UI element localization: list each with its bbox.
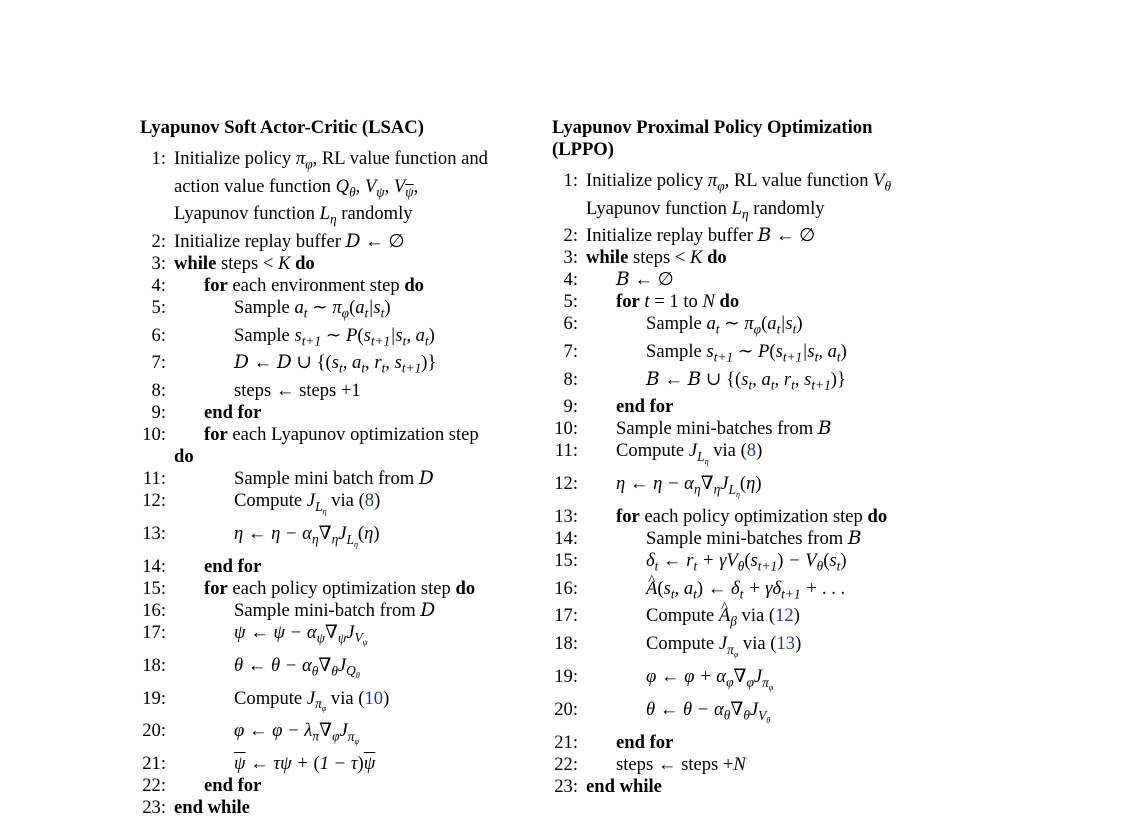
line-number: 4: — [151, 275, 166, 297]
algo-line: 15: $\delta_t$ ← $r_t + \gamma V_\theta(s_{t+1}) - V_\theta(s_t)$ — [552, 550, 932, 578]
lppo-algorithm — [552, 117, 932, 798]
line-text: Initialize policy — [174, 148, 292, 169]
line-number: 10: — [554, 418, 578, 440]
algo-line: 19: Compute $J_{\pi_\varphi}$ via (10) — [140, 688, 535, 721]
line-text: via — [742, 633, 766, 655]
algo-line: 6: Sample $s_{t+1}$ ∼ $P(s_{t+1}|s_t$, $a_t$) — [140, 325, 535, 353]
line-text: Compute — [234, 687, 303, 709]
algo-line: 1: Initialize policy $\pi_\varphi$, RL value function and — [140, 148, 535, 176]
algo-line: Lyapunov function $L_\eta$ randomly — [586, 197, 825, 222]
line-number: 2: — [151, 231, 166, 253]
line-text: Compute — [616, 440, 685, 462]
line-number: 11: — [554, 440, 578, 462]
line-text: Sample mini-batch from — [234, 599, 416, 621]
algo-line: 16: ^ $A(s_t$, $a_t$) ← $\delta_t + \gamma\delta_{t+1}$ + . . . — [552, 578, 932, 606]
line-number: 9: — [151, 402, 166, 424]
line-number: 7: — [151, 352, 166, 374]
line-text: Initialize replay buffer — [586, 225, 753, 247]
line-text: randomly — [753, 197, 825, 219]
keyword: do — [707, 247, 727, 269]
algo-line — [552, 776, 932, 798]
algo-line: 18: θ ← $\theta - \alpha_\theta\nabla_\theta J_{Q_\theta}$ — [140, 655, 535, 688]
algo-line: 22: steps ← steps +N — [552, 754, 932, 776]
algo-line: action value function $Q_\theta$, $V_\psi$, $V_{\overline{\psi}}$, — [174, 175, 419, 200]
algo-line: 10: Sample mini-batches from B — [552, 418, 932, 440]
equation-ref-link[interactable]: 10 — [364, 687, 384, 709]
line-text: via — [330, 687, 354, 709]
algo-line: 1: Initialize policy $\pi_\varphi$, RL value function $V_\theta$ — [552, 170, 932, 198]
algo-line: 16: Sample mini-batch from D — [140, 600, 535, 622]
line-text: Sample — [234, 324, 290, 346]
algo-line — [140, 797, 535, 819]
line-number: 18: — [554, 633, 578, 655]
line-text: steps ← steps +1 — [234, 380, 361, 402]
line-number: 12: — [554, 473, 578, 495]
line-number: 18: — [142, 654, 166, 676]
algo-line: 7: D ← D ∪ {($s_t$, $a_t$, $r_t$, $s_{t+1}$)} — [140, 352, 535, 380]
keyword: for — [204, 424, 228, 446]
line-text: each policy optimization step — [644, 506, 863, 528]
line-number: 7: — [563, 341, 578, 363]
algo-line: 12: η ← $\eta - \alpha_\eta\nabla_\eta J_{L_\eta}(\eta)$ — [552, 473, 932, 506]
algo-line — [140, 424, 535, 446]
line-number: 1: — [151, 148, 166, 169]
algo-line: 12: Compute $J_{L_\eta}$ via (8) — [140, 490, 535, 523]
line-number: 4: — [563, 269, 578, 291]
line-text: Sample mini batch from — [234, 468, 415, 490]
algo-line: 14: Sample mini-batches from B — [552, 528, 932, 550]
algo-line: 3: while steps < K do — [552, 247, 932, 269]
line-number: 1: — [563, 170, 578, 191]
line-number: 12: — [142, 490, 166, 512]
algo-line: 2: Initialize replay buffer B ← ∅ — [552, 225, 932, 247]
line-number: 11: — [142, 468, 166, 490]
line-text: Sample mini-batches from — [646, 528, 844, 550]
keyword: do — [719, 291, 740, 313]
line-number: 22: — [142, 775, 166, 797]
equation-ref-link[interactable]: 8 — [364, 490, 375, 512]
line-text: Lyapunov function — [174, 203, 315, 225]
equation-ref-link[interactable]: 13 — [776, 633, 796, 655]
line-text: Compute — [646, 605, 715, 627]
algo-line: 11: Compute $J_{L_\eta}$ via (8) — [552, 440, 932, 473]
line-text: Lyapunov function — [586, 197, 727, 219]
line-number: 16: — [142, 599, 166, 621]
algo-line — [140, 275, 535, 297]
line-text: via — [713, 440, 736, 462]
algo-line — [140, 578, 535, 600]
line-text: , RL value function — [724, 170, 869, 191]
keyword: do — [174, 446, 194, 468]
algo-line — [140, 446, 535, 468]
line-text: steps ← steps + — [616, 753, 734, 775]
keyword: while — [174, 253, 217, 275]
line-number: 15: — [554, 550, 578, 572]
line-text: steps — [633, 247, 671, 269]
line-number: 5: — [563, 291, 578, 313]
algo-line: 6: Sample $a_t$ ∼ $\pi_\varphi(a_t|s_t)$ — [552, 313, 932, 341]
algo-line: 2: Initialize replay buffer D ← ∅ — [140, 231, 535, 253]
line-text: Sample — [646, 341, 702, 363]
keyword: for — [204, 577, 228, 599]
algo-line: 17: ψ ← $\psi - \alpha_\psi\nabla_\psi J_{V_\psi}$ — [140, 622, 535, 655]
algo-line: 3: while steps < K do — [140, 253, 535, 275]
algo-line: 5: for t = 1 to N do — [552, 291, 932, 313]
line-number: 13: — [142, 522, 166, 544]
line-number: 21: — [142, 753, 166, 775]
equation-ref-link[interactable]: 8 — [746, 440, 757, 462]
line-number: 16: — [554, 577, 578, 599]
algo-line: 8: B ← B ∪ {($s_t$, $a_t$, $r_t$, $s_{t+1}$)} — [552, 369, 932, 397]
lsac-title: Lyapunov Soft Actor-Critic (LSAC) — [140, 117, 424, 138]
line-number: 6: — [563, 313, 578, 335]
algo-line: 18: Compute $J_{\pi_\varphi}$ via (13) — [552, 633, 932, 666]
equation-ref-link[interactable]: 12 — [775, 605, 794, 627]
line-number: 3: — [563, 247, 578, 269]
line-text: , RL value function and — [312, 148, 488, 169]
keyword: do — [455, 577, 476, 599]
line-number: 8: — [151, 380, 166, 402]
lsac-algorithm — [140, 117, 535, 819]
line-number: 10: — [142, 424, 166, 446]
lppo-title-line: Lyapunov Proximal Policy Optimization — [552, 117, 873, 138]
line-number: 2: — [563, 225, 578, 247]
algo-line: 21: $\overline{\psi}$ ← $\tau\psi + (1 - \tau)\overline{\psi}$ — [140, 753, 535, 775]
line-text: randomly — [341, 203, 413, 225]
keyword: end while — [586, 775, 662, 797]
keyword: end for — [204, 555, 262, 577]
line-text: via — [331, 490, 354, 512]
keyword: do — [295, 253, 315, 275]
line-number: 6: — [151, 324, 166, 346]
algo-line — [552, 506, 932, 528]
algo-line: Lyapunov function $L_\eta$ randomly — [174, 203, 413, 228]
algo-line — [140, 775, 535, 797]
algo-line: 7: Sample $s_{t+1}$ ∼ $P(s_{t+1}|s_t$, $a_t$) — [552, 341, 932, 369]
line-number: 5: — [151, 297, 166, 319]
line-number: 23: — [554, 775, 578, 797]
line-text: action value function — [174, 175, 331, 197]
keyword: end for — [204, 402, 262, 424]
keyword: do — [867, 506, 888, 528]
lppo-title-line: (LPPO) — [552, 139, 614, 160]
keyword: end while — [174, 797, 250, 819]
algo-line: 20: θ ← $\theta - \alpha_\theta\nabla_\theta J_{V_\theta}$ — [552, 699, 932, 732]
algo-line — [552, 732, 932, 754]
algo-line — [140, 380, 535, 402]
line-text: Sample mini-batches from — [616, 418, 814, 440]
line-number: 9: — [563, 396, 578, 418]
keyword: while — [586, 247, 629, 269]
line-number: 14: — [554, 528, 578, 550]
keyword: for — [204, 275, 228, 297]
algo-line: 20: φ ← $\varphi - \lambda_\pi\nabla_\varphi J_{\pi_\varphi}$ — [140, 720, 535, 753]
algo-line: 5: Sample $a_t$ ∼ $\pi_\varphi(a_t|s_t)$ — [140, 297, 535, 325]
line-number: 23: — [142, 797, 166, 819]
line-number: 21: — [554, 731, 578, 753]
line-text: Initialize replay buffer — [174, 231, 341, 253]
algo-line: 17: Compute ^ $A_\beta$ via (12) — [552, 605, 932, 633]
line-text: Sample — [646, 313, 702, 335]
keyword: for — [616, 506, 640, 528]
line-number: 22: — [554, 753, 578, 775]
line-number: 20: — [554, 698, 578, 720]
line-text: each policy optimization step — [232, 577, 451, 599]
line-text: each environment step — [232, 275, 400, 297]
line-number: 19: — [554, 666, 578, 687]
algo-line: 4: B ← ∅ — [552, 269, 932, 291]
line-number: 17: — [554, 605, 578, 627]
algo-line — [140, 402, 535, 424]
keyword: end for — [616, 731, 674, 753]
line-text: Compute — [646, 633, 715, 655]
line-number: 14: — [142, 555, 166, 577]
keyword: for — [616, 291, 640, 313]
algo-line — [140, 556, 535, 578]
line-text: to — [683, 291, 698, 313]
line-number: 20: — [142, 720, 166, 742]
line-number: 3: — [151, 253, 166, 275]
algo-line: 19: φ ← $\varphi + \alpha_\varphi\nabla_\varphi J_{\pi_\varphi}$ — [552, 666, 932, 699]
line-number: 19: — [142, 687, 166, 709]
line-text: via — [741, 605, 765, 627]
line-text: steps — [221, 253, 259, 275]
algo-line — [552, 396, 932, 418]
line-number: 15: — [142, 577, 166, 599]
lppo-title — [552, 117, 932, 161]
line-text: Sample — [234, 297, 290, 319]
algo-line: 13: η ← $\eta - \alpha_\eta\nabla_\eta J_{L_\eta}(\eta)$ — [140, 523, 535, 556]
keyword: end for — [616, 396, 674, 418]
line-number: 8: — [563, 368, 578, 390]
line-text: Compute — [234, 490, 303, 512]
line-text: each Lyapunov optimization step — [232, 424, 479, 446]
line-number: 17: — [142, 621, 166, 643]
line-number: 13: — [554, 506, 578, 528]
keyword: do — [404, 275, 424, 297]
algo-line: 11: Sample mini batch from D — [140, 468, 535, 490]
line-text: Initialize policy — [586, 170, 704, 191]
keyword: end for — [204, 775, 262, 797]
